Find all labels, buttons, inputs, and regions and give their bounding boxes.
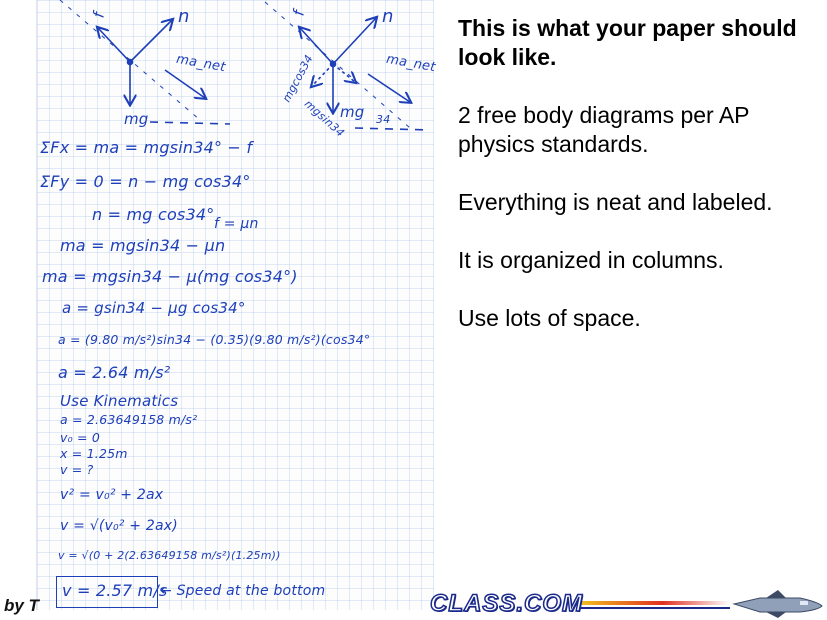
equation-friction: f = μn: [214, 216, 259, 232]
equation-a-result: a = 2.64 m/s²: [58, 363, 171, 382]
fbd-left-accel-label: ma_net: [175, 51, 227, 76]
kinematics-heading: Use Kinematics: [60, 392, 179, 410]
equation-a-1: a = gsin34 − μg cos34°: [62, 299, 246, 317]
panel-paragraph-neat: Everything is neat and labeled.: [458, 189, 773, 215]
fbd-left-normal-label: n: [178, 6, 190, 27]
fbd-right-parallel-component-label: mgsin34: [301, 97, 347, 140]
fbd-left-friction-label: f: [89, 10, 109, 20]
panel-paragraph-fbd: 2 free body diagrams per AP physics standards.: [458, 102, 750, 157]
kinematics-a: a = 2.63649158 m/s²: [60, 412, 198, 427]
equation-ma-1: ma = mgsin34 − μn: [60, 236, 226, 255]
fbd-right-normal-label: n: [382, 6, 394, 27]
fbd-right-angle-label: 34: [376, 113, 391, 126]
answer-value: v = 2.57 m/s: [62, 581, 168, 600]
panel-paragraph-space: Use lots of space.: [458, 305, 641, 331]
fbd-right-friction-label: f: [289, 8, 309, 18]
kinematics-x: x = 1.25m: [60, 446, 128, 461]
rocket-icon: [730, 588, 825, 618]
kinematics-v0: v₀ = 0: [60, 430, 100, 445]
fbd-right-gravity-label: mg: [340, 103, 365, 121]
answer-note: ← Speed at the bottom: [160, 583, 326, 599]
equation-ma-2: ma = mgsin34 − μ(mg cos34°): [42, 267, 298, 286]
equation-normal: n = mg cos34°: [92, 205, 215, 224]
equation-sum-fy: ΣFy = 0 = n − mg cos34°: [40, 172, 251, 191]
instruction-panel: [458, 14, 818, 362]
equation-v-substituted: v = √(0 + 2(2.63649158 m/s²)(1.25m)): [58, 549, 281, 562]
author-credit: by T: [4, 596, 39, 615]
brand-logo: CLASS.COM: [430, 590, 583, 617]
equation-sum-fx: ΣFx = ma = mgsin34° − f: [40, 138, 253, 157]
fbd-right-perp-component-label: mgcos34: [279, 52, 316, 105]
panel-heading: This is what your paper should look like.: [458, 15, 797, 70]
equation-v-sqrt: v = √(v₀² + 2ax): [60, 518, 178, 534]
fbd-left-gravity-label: mg: [124, 110, 149, 128]
kinematics-v: v = ?: [60, 462, 94, 477]
panel-paragraph-columns: It is organized in columns.: [458, 247, 724, 273]
equation-a-2: a = (9.80 m/s²)sin34 − (0.35)(9.80 m/s²)(cos34°: [58, 332, 371, 347]
equation-kinematic: v² = v₀² + 2ax: [60, 487, 164, 503]
fbd-right-accel-label: ma_net: [385, 51, 437, 76]
